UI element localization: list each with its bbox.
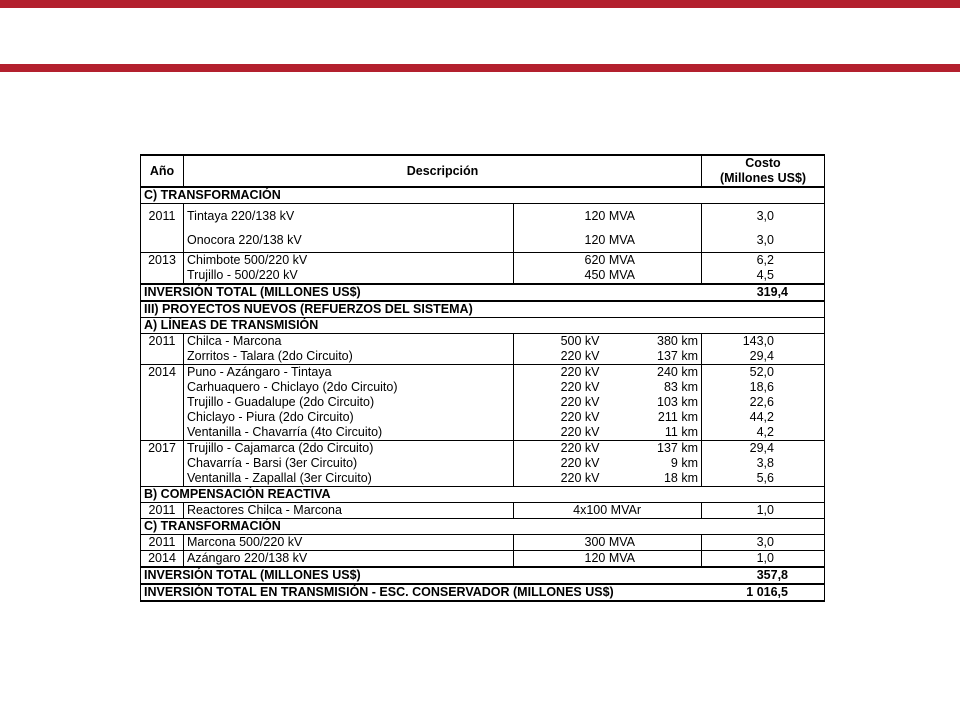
top-accent-bar (0, 0, 960, 8)
grand-total-value: 1 016,5 (702, 584, 825, 601)
table-row: Ventanilla - Chavarría (4to Circuito) 220 kV 11 km 4,2 (141, 425, 825, 441)
table-row: 2017 Trujillo - Cajamarca (2do Circuito) 220 kV 137 km 29,4 (141, 441, 825, 457)
table-row: Chiclayo - Piura (2do Circuito) 220 kV 211 km 44,2 (141, 410, 825, 425)
table-row: 2011 Reactores Chilca - Marcona 4x100 MVAr 1,0 (141, 503, 825, 519)
header-description: Descripción (184, 155, 702, 187)
table-row: Ventanilla - Zapallal (3er Circuito) 220 kV 18 km 5,6 (141, 471, 825, 487)
table-row: Trujillo - 500/220 kV 450 MVA 4,5 (141, 268, 825, 284)
table-row: Chavarría - Barsi (3er Circuito) 220 kV 9 km 3,8 (141, 456, 825, 471)
table-row: 2011 Tintaya 220/138 kV 120 MVA 3,0 (141, 204, 825, 229)
table-row: Trujillo - Guadalupe (2do Circuito) 220 kV 103 km 22,6 (141, 395, 825, 410)
table-row: Carhuaquero - Chiclayo (2do Circuito) 220 kV 83 km 18,6 (141, 380, 825, 395)
table-row: 2013 Chimbote 500/220 kV 620 MVA 6,2 (141, 253, 825, 269)
table-row: Onocora 220/138 kV 120 MVA 3,0 (141, 228, 825, 253)
header-cost-line1: Costo (745, 156, 781, 170)
total-label-2: INVERSIÓN TOTAL (MILLONES US$) (141, 567, 702, 584)
table-row: 2014 Azángaro 220/138 kV 120 MVA 1,0 (141, 551, 825, 568)
section-transformacion-2: C) TRANSFORMACIÓN (141, 519, 825, 535)
table-row: 2011 Marcona 500/220 kV 300 MVA 3,0 (141, 535, 825, 551)
investment-table (140, 154, 824, 602)
table-row: Zorritos - Talara (2do Circuito) 220 kV 137 km 29,4 (141, 349, 825, 365)
total-value-1: 319,4 (702, 284, 825, 301)
header-year: Año (141, 155, 184, 187)
total-label-1: INVERSIÓN TOTAL (MILLONES US$) (141, 284, 702, 301)
grand-total-label: INVERSIÓN TOTAL EN TRANSMISIÓN - ESC. CONSERVADOR (MILLONES US$) (141, 584, 702, 601)
table-row: 2014 Puno - Azángaro - Tintaya 220 kV 240 km 52,0 (141, 365, 825, 381)
header-cost (702, 155, 825, 187)
total-value-2: 357,8 (702, 567, 825, 584)
table-row: 2011 Chilca - Marcona 500 kV 380 km 143,0 (141, 334, 825, 350)
section-transformacion-1: C) TRANSFORMACIÓN (141, 187, 825, 204)
section-compensacion-reactiva: B) COMPENSACIÓN REACTIVA (141, 487, 825, 503)
section-proyectos-nuevos: III) PROYECTOS NUEVOS (REFUERZOS DEL SISTEMA) (141, 301, 825, 318)
section-lineas-transmision: A) LÍNEAS DE TRANSMISIÓN (141, 318, 825, 334)
header-cost-line2: (Millones US$) (719, 171, 807, 185)
header-accent-bar (0, 64, 960, 72)
